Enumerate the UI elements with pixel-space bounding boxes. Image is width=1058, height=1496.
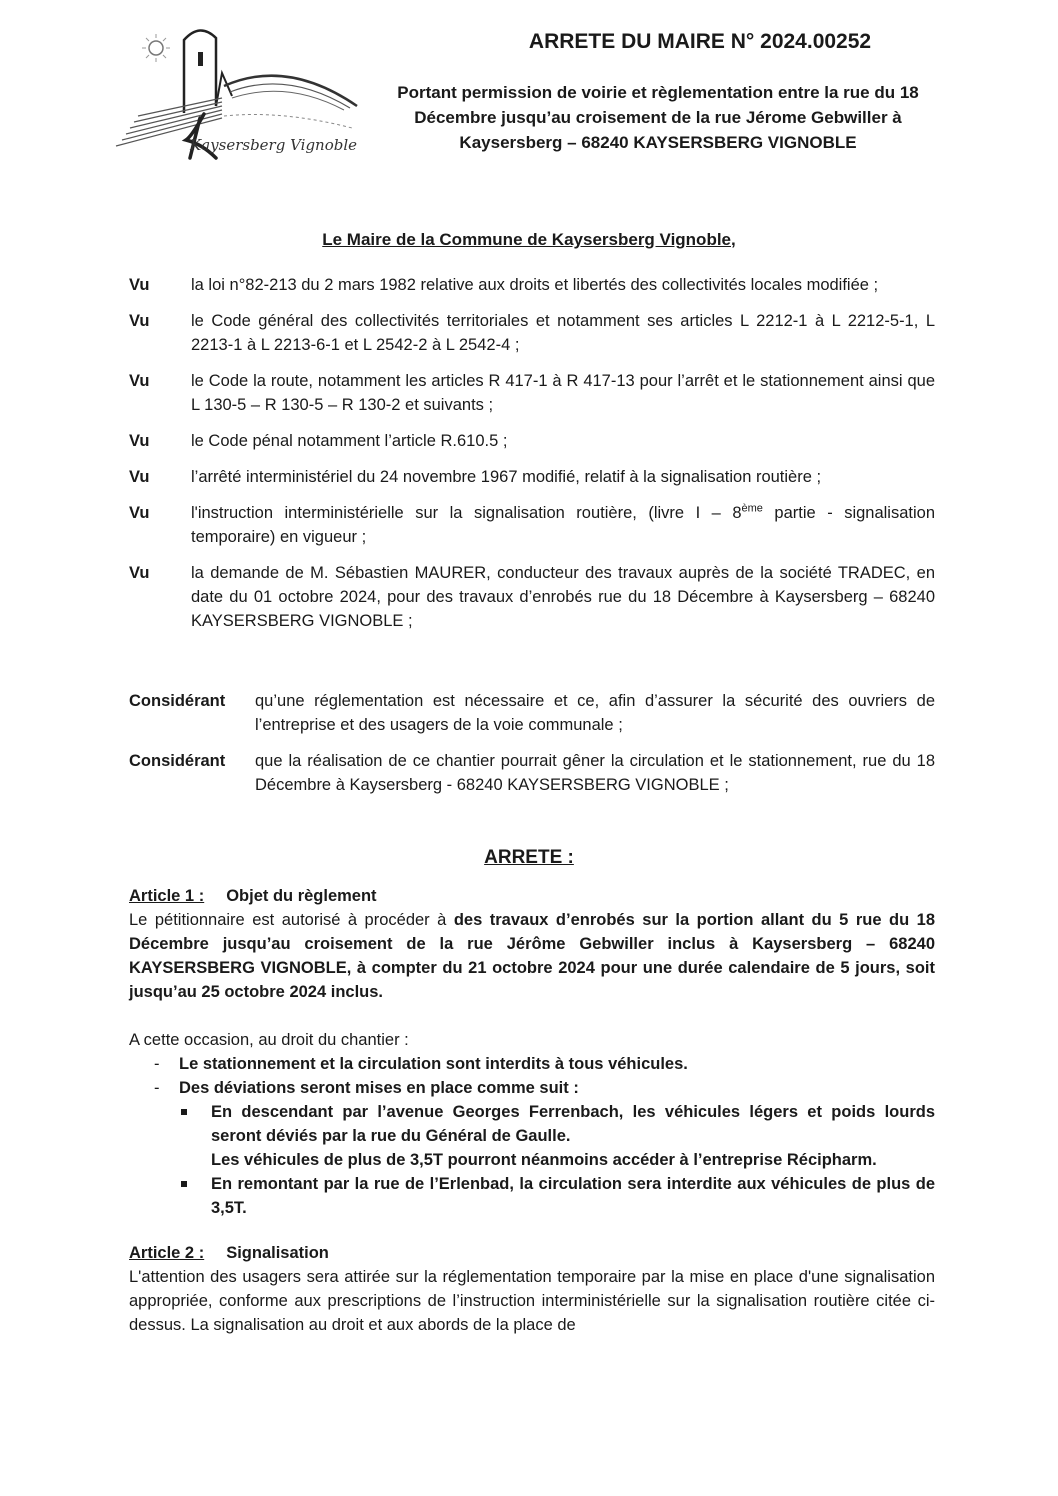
article-heading — [129, 1241, 935, 1265]
occasion-text: A cette occasion, au droit du chantier : — [129, 1031, 409, 1049]
dash-bullet: - — [154, 1055, 160, 1073]
maire-heading: Le Maire de la Commune de Kaysersberg Vignoble, — [322, 230, 736, 249]
article-title: Signalisation — [226, 1244, 329, 1262]
article-paragraph — [129, 908, 935, 1004]
article-text: L'attention des usagers sera attirée sur la réglementation temporaire par la mise en place d'une signalisation appropriée, conforme aux prescriptions de l’instruction interministérielle sur la signalisation routière citée ci-dessus. La signalisation au droit et aux abords de la place de — [129, 1268, 935, 1334]
vu-item — [129, 465, 935, 489]
vu-item — [129, 501, 935, 549]
article-heading — [129, 884, 935, 908]
vu-text-part: partie - signalisation temporaire) en vigueur ; — [191, 504, 935, 546]
vu-list — [129, 273, 935, 645]
dash-list — [129, 1052, 935, 1100]
square-bullet-icon — [181, 1181, 187, 1187]
dash-bullet: - — [154, 1079, 160, 1097]
vu-label: Vu — [129, 504, 150, 522]
article-1 — [129, 884, 935, 1220]
vu-label: Vu — [129, 372, 150, 390]
considerant-label: Considérant — [129, 752, 226, 770]
square-bullet-icon — [181, 1109, 187, 1115]
vu-text: le Code la route, notamment les articles R 417-1 à R 417-13 pour l’arrêt et le stationnement ainsi que L 130-5 – R 130-5 – R 130-2 et suivants ; — [191, 372, 935, 414]
vu-label: Vu — [129, 468, 150, 486]
detour-item — [129, 1172, 935, 1220]
article-text-bold: des travaux d’enrobés sur la portion allant du 5 rue du 18 Décembre jusqu’au croisement de la rue Jérôme Gebwiller inclus à Kaysersberg – 68240 KAYSERSBERG VIGNOBLE, à compter du 21 octobre 2024 pour une durée calendaire de 5 jours, soit jusqu’au 25 octobre 2024 inclus. — [129, 911, 935, 1001]
detour-list — [129, 1100, 935, 1220]
article-number: Article 1 : — [129, 887, 205, 905]
arrete-subject: Portant permission de voirie et règlementation entre la rue du 18 Décembre jusqu’au croisement de la rue Jérome Gebwiller à Kaysersberg – 68240 KAYSERSBERG VIGNOBLE — [397, 83, 919, 152]
dash-item — [129, 1076, 935, 1100]
considerant-item — [129, 749, 935, 797]
vu-text: la loi n°82-213 du 2 mars 1982 relative aux droits et libertés des collectivités locales modifiée ; — [191, 276, 879, 294]
vu-label: Vu — [129, 276, 150, 294]
logo-text: Kaysersberg Vignoble — [190, 136, 358, 154]
vu-item — [129, 273, 935, 297]
dash-item-text: Des déviations seront mises en place comme suit : — [179, 1079, 579, 1097]
vu-text: le Code pénal notamment l’article R.610.5 ; — [191, 432, 508, 450]
vu-text-part: l'instruction interministérielle sur la signalisation routière, (livre I – 8 — [191, 504, 742, 522]
arrete-heading: ARRETE : — [484, 847, 574, 868]
vu-label: Vu — [129, 432, 150, 450]
considerant-label: Considérant — [129, 692, 226, 710]
vu-item — [129, 429, 935, 453]
article-title: Objet du règlement — [226, 887, 377, 905]
vu-item — [129, 561, 935, 633]
considerant-item — [129, 689, 935, 737]
article-text: Le pétitionnaire est autorisé à procéder à — [129, 911, 454, 929]
vu-text: le Code général des collectivités territoriales et notamment ses articles L 2212-1 à L 2212-5-1, L 2213-1 à L 2213-6-1 et L 2542-2 à L 2542-4 ; — [191, 312, 935, 354]
vu-label: Vu — [129, 312, 150, 330]
detour-text: Les véhicules de plus de 3,5T pourront néanmoins accéder à l’entreprise Récipharm. — [211, 1151, 877, 1169]
dash-item-text: Le stationnement et la circulation sont interdits à tous véhicules. — [179, 1055, 688, 1073]
considerant-text: qu’une réglementation est nécessaire et ce, afin d’assurer la sécurité des ouvriers de l’entreprise et des usagers de la voie communale ; — [255, 692, 935, 734]
vu-text-sup: ème — [741, 502, 763, 515]
article-number: Article 2 : — [129, 1244, 205, 1262]
vu-text: l’arrêté interministériel du 24 novembre 1967 modifié, relatif à la signalisation routière ; — [191, 468, 822, 486]
detour-item — [129, 1100, 935, 1172]
vu-item — [129, 369, 935, 417]
vu-text: la demande de M. Sébastien MAURER, conducteur des travaux auprès de la société TRADEC, en date du 01 octobre 2024, pour des travaux d’enrobés rue du 18 Décembre à Kaysersberg – 68240 KAYSERSBERG VIGNOBLE ; — [191, 564, 935, 630]
detour-text: En remontant par la rue de l’Erlenbad, la circulation sera interdite aux véhicules de plus de 3,5T. — [211, 1175, 935, 1217]
dash-item — [129, 1052, 935, 1076]
considerant-list — [129, 689, 935, 809]
considerant-text: que la réalisation de ce chantier pourrait gêner la circulation et le stationnement, rue du 18 Décembre à Kaysersberg - 68240 KAYSERSBERG VIGNOBLE ; — [255, 752, 935, 794]
detour-text: En descendant par l’avenue Georges Ferrenbach, les véhicules légers et poids lourds seront déviés par la rue du Général de Gaulle. — [211, 1103, 935, 1145]
vu-item — [129, 309, 935, 357]
arrete-title: ARRETE DU MAIRE N° 2024.00252 — [528, 30, 872, 53]
article-2 — [129, 1241, 935, 1337]
vu-label: Vu — [129, 564, 150, 582]
vu-text — [191, 501, 935, 549]
